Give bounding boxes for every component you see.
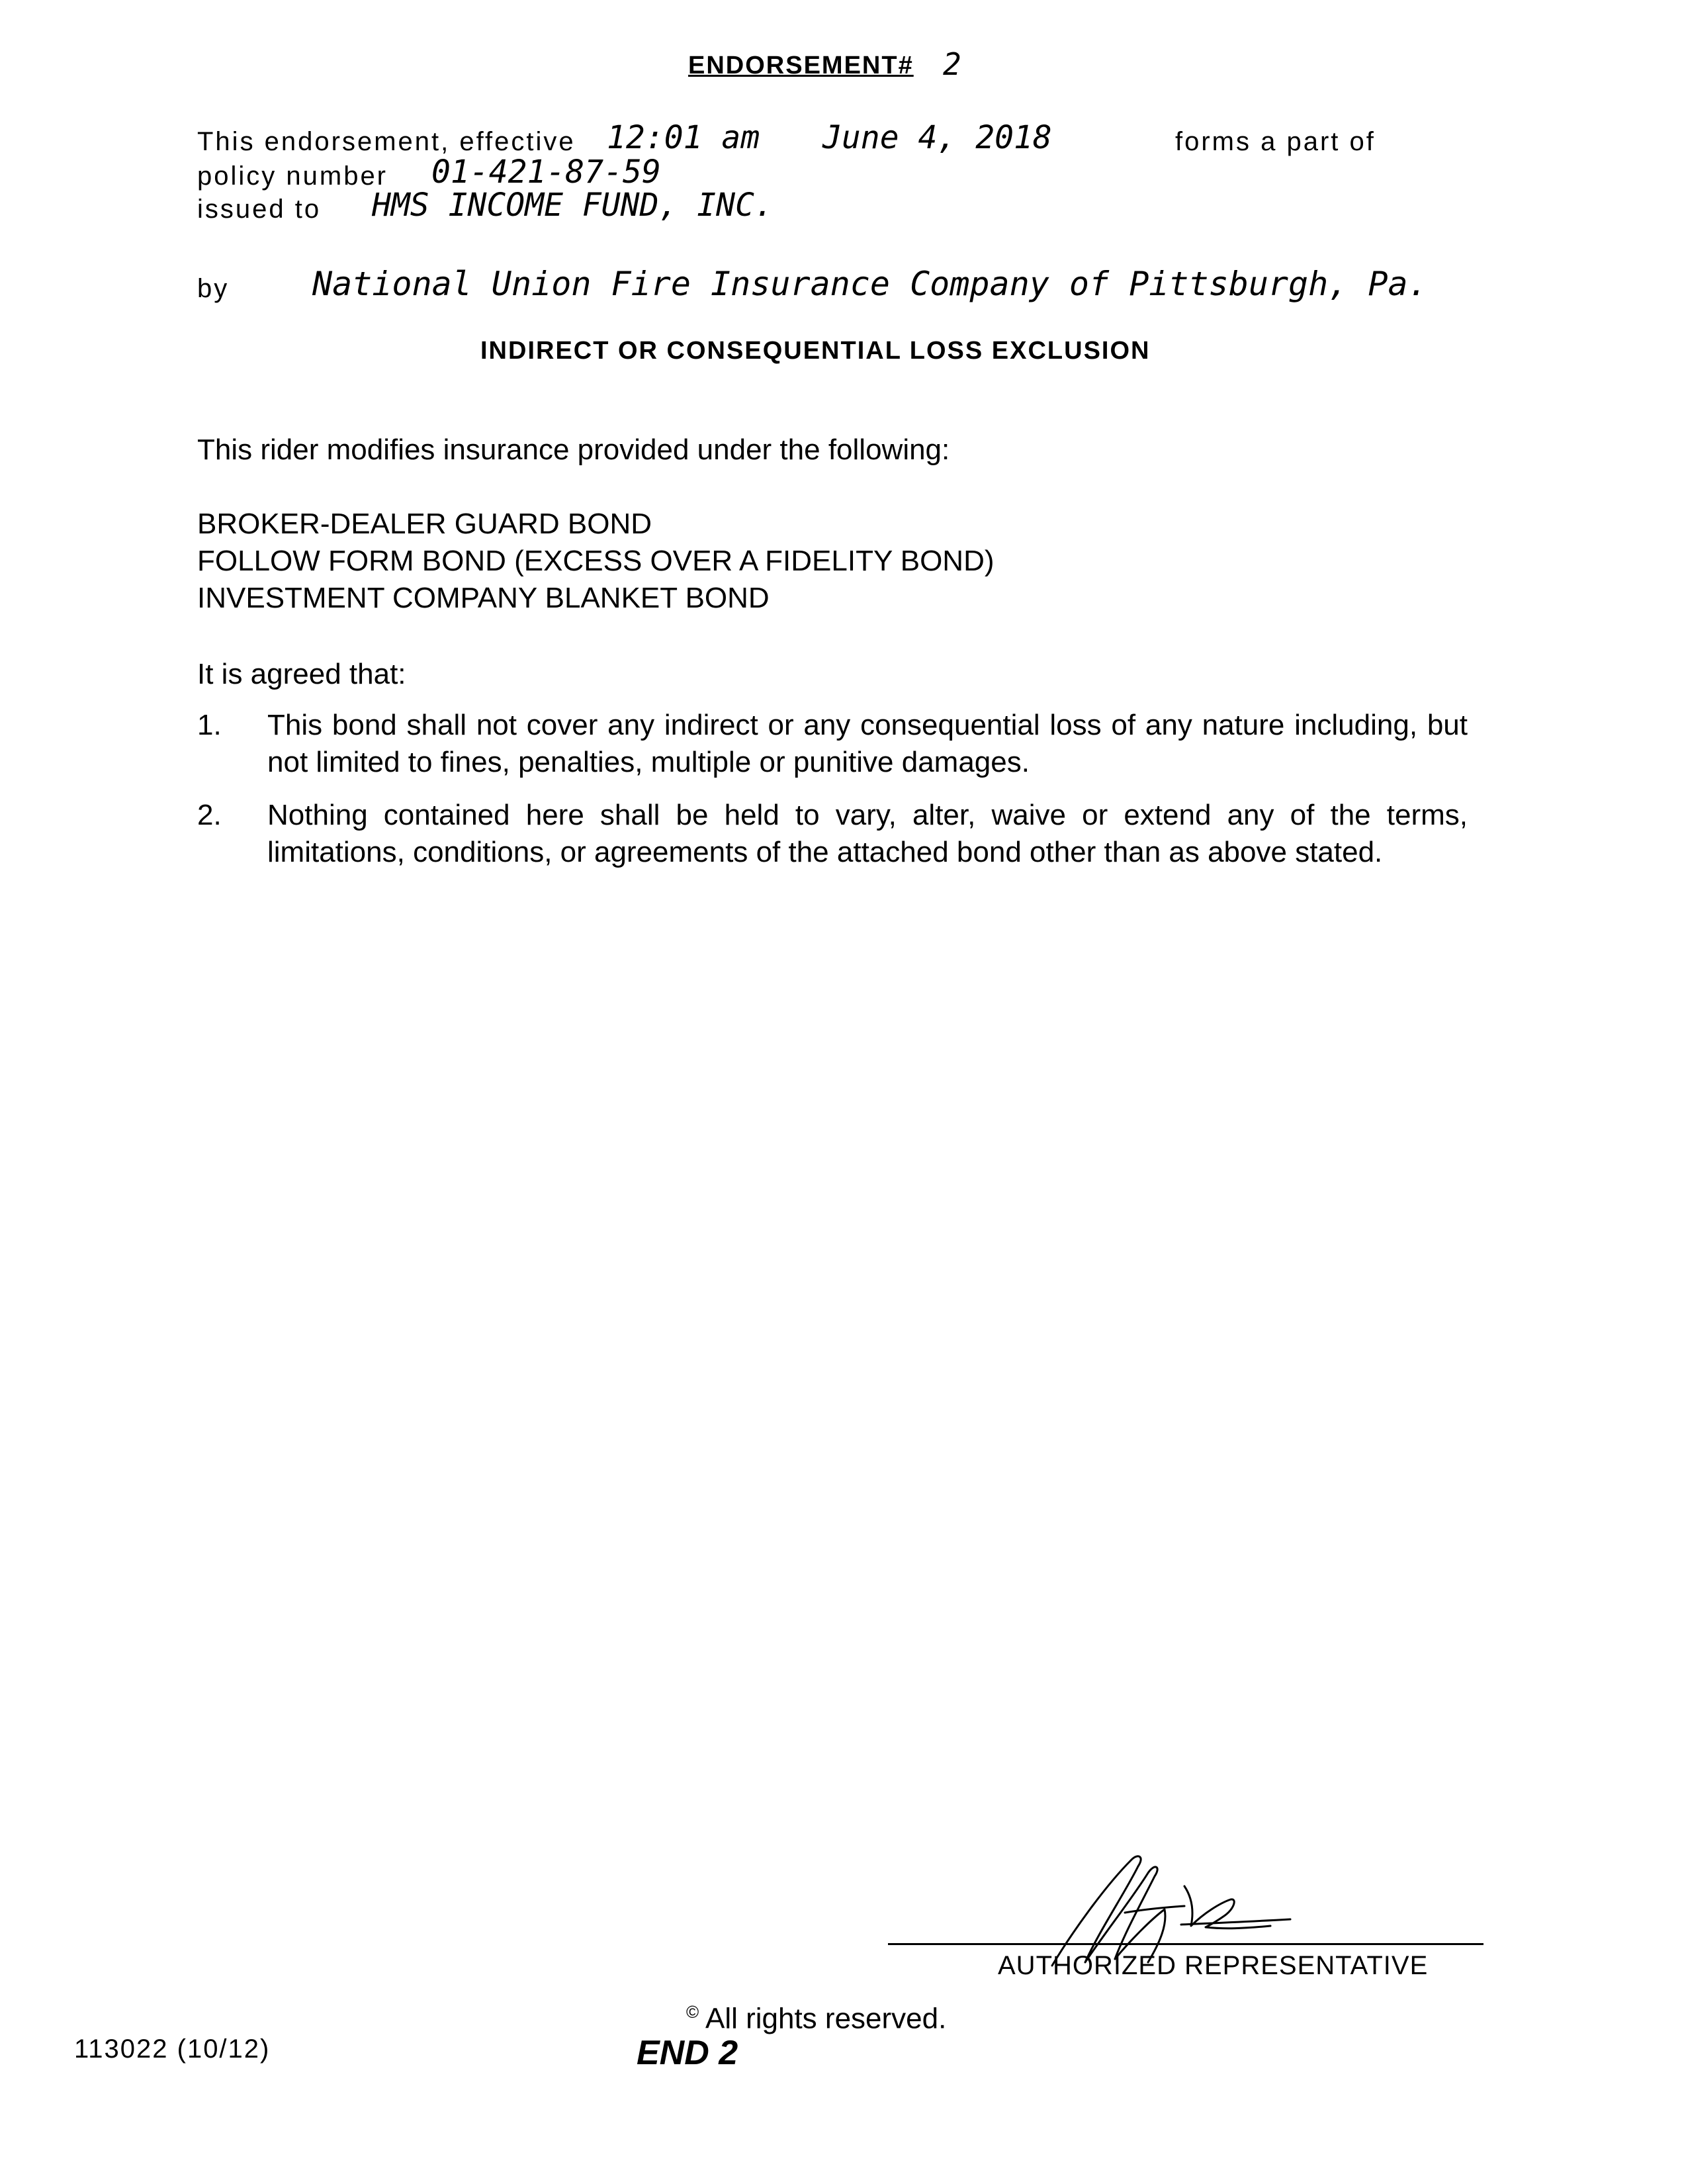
endorsement-title: ENDORSEMENT# xyxy=(688,52,914,79)
issued-to-value: HMS INCOME FUND, INC. xyxy=(372,187,774,224)
copyright-symbol: © xyxy=(686,2002,699,2022)
authorized-representative-label: AUTHORIZED REPRESENTATIVE xyxy=(998,1951,1429,1980)
clause-text: Nothing contained here shall be held to vary, alter, waive or extend any of the terms, limitations, conditions, or agreements of the attached bond other than as above stated. xyxy=(267,799,1468,868)
end-label: END 2 xyxy=(637,2034,738,2072)
rights-reserved xyxy=(686,2002,946,2036)
insurer-name: National Union Fire Insurance Company of Pittsburgh, Pa. xyxy=(312,265,1428,303)
rights-text: All rights reserved. xyxy=(705,2002,947,2035)
exclusion-heading: INDIRECT OR CONSEQUENTIAL LOSS EXCLUSION xyxy=(480,337,1151,365)
bond-list xyxy=(197,506,995,617)
policy-number-value: 01-421-87-59 xyxy=(431,154,661,191)
issued-to-label: issued to xyxy=(197,195,322,224)
clause-text: This bond shall not cover any indirect or any consequential loss of any nature including, but not limited to fines, penalties, multiple or punitive damages. xyxy=(267,709,1468,778)
intro-paragraph: This rider modifies insurance provided under the following: xyxy=(197,433,950,466)
form-number: 113022 (10/12) xyxy=(74,2034,271,2064)
clause-number: 1. xyxy=(197,709,222,741)
bond-item: FOLLOW FORM BOND (EXCESS OVER A FIDELITY BOND) xyxy=(197,545,995,577)
effective-label: This endorsement, effective xyxy=(197,127,576,156)
bond-item: INVESTMENT COMPANY BLANKET BOND xyxy=(197,582,770,614)
endorsement-number: 2 xyxy=(943,46,961,82)
bond-item: BROKER-DEALER GUARD BOND xyxy=(197,508,652,540)
forms-part-label: forms a part of xyxy=(1175,127,1376,156)
effective-date-value: June 4, 2018 xyxy=(822,119,1052,156)
policy-number-label: policy number xyxy=(197,161,388,191)
effective-time-value: 12:01 am xyxy=(607,119,760,156)
signature-line xyxy=(888,1943,1483,1945)
agreed-paragraph: It is agreed that: xyxy=(197,658,406,690)
clause-2 xyxy=(197,797,1468,871)
clause-number: 2. xyxy=(197,799,222,831)
clause-1 xyxy=(197,707,1468,781)
by-label: by xyxy=(197,274,230,303)
